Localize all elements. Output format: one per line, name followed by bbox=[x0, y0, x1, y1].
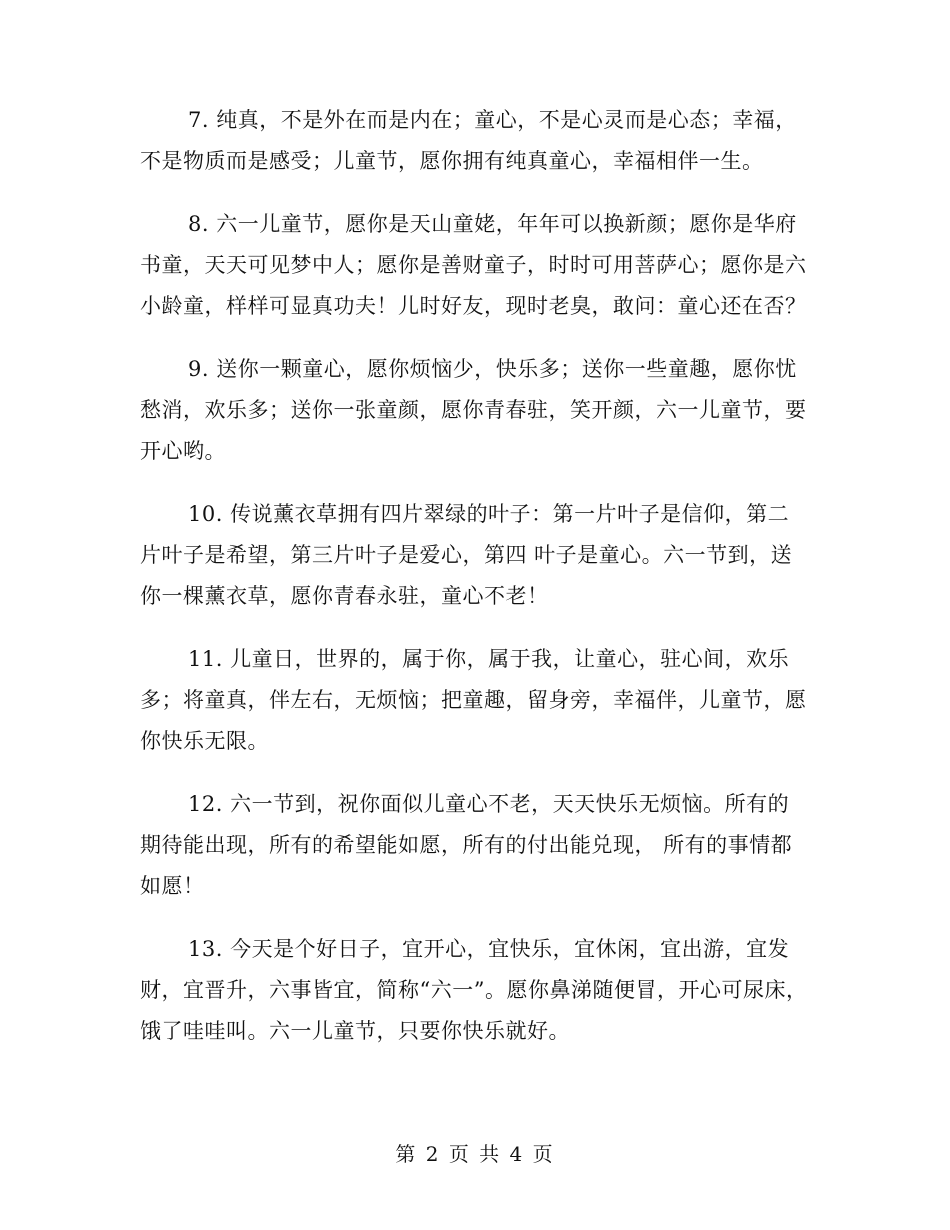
paragraph-9: 9. 送你一颗童心，愿你烦恼少，快乐多；送你一些童趣，愿你忧愁消，欢乐多；送你一张童颜，愿你青春驻，笑开颜，六一儿童节，要开心哟。 bbox=[140, 357, 807, 463]
paragraph-11: 11. 儿童日，世界的，属于你，属于我，让童心，驻心间，欢乐多；将童真，伴左右，无烦恼；把童趣，留身旁，幸福伴，儿童节，愿你快乐无限。 bbox=[140, 647, 807, 753]
document-body bbox=[140, 100, 810, 1074]
paragraph-10: 10. 传说薰衣草拥有四片翠绿的叶子：第一片叶子是信仰，第二片叶子是希望，第三片叶子是爱心，第四 叶子是童心。六一节到，送你一棵薰衣草，愿你青春永驻，童心不老！ bbox=[140, 502, 793, 608]
paragraph-8: 8. 六一儿童节，愿你是天山童姥，年年可以换新颜；愿你是华府书童，天天可见梦中人；愿你是善财童子，时时可用菩萨心；愿你是六小龄童，样样可显真功夫！儿时好友，现时老臭，敢问：童心还在否？ bbox=[140, 212, 807, 318]
paragraph-7: 7. 纯真，不是外在而是内在；童心，不是心灵而是心态；幸福，不是物质而是感受；儿童节，愿你拥有纯真童心，幸福相伴一生。 bbox=[140, 108, 797, 173]
paragraph-13: 13. 今天是个好日子，宜开心，宜快乐，宜休闲，宜出游，宜发财，宜晋升，六事皆宜，简称“六一”。愿你鼻涕随便冒，开心可尿床，饿了哇哇叫。六一儿童节，只要你快乐就好。 bbox=[140, 937, 808, 1043]
page-footer bbox=[0, 1138, 950, 1167]
page-number-label: 第 2 页 共 4 页 bbox=[395, 1142, 555, 1166]
paragraph-12: 12. 六一节到，祝你面似儿童心不老，天天快乐无烦恼。所有的期待能出现，所有的希望能如愿，所有的付出能兑现， 所有的事情都如愿！ bbox=[140, 792, 793, 898]
